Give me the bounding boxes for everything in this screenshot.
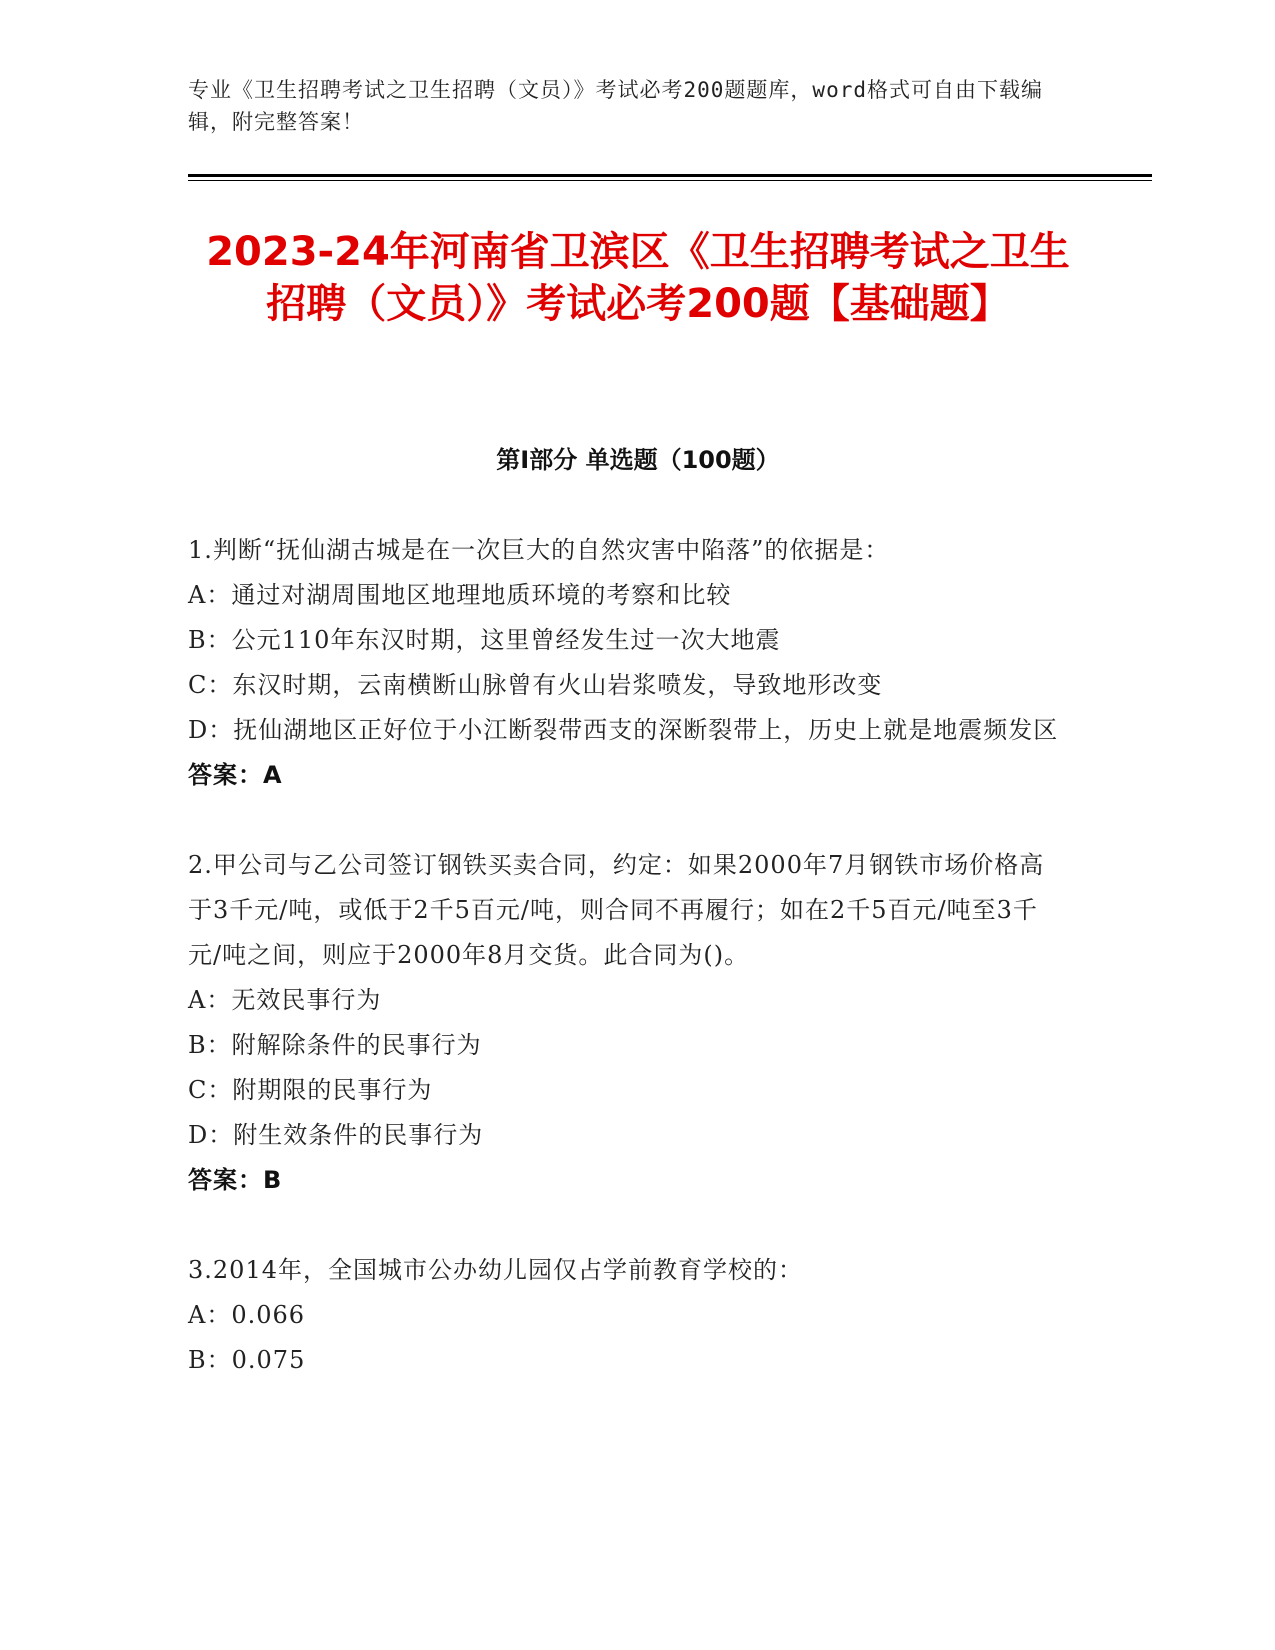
- option-c: C：附期限的民事行为: [188, 1076, 433, 1104]
- option-d: D：附生效条件的民事行为: [188, 1121, 484, 1149]
- question-list: [188, 528, 1068, 1383]
- option-c: C：东汉时期，云南横断山脉曾有火山岩浆喷发，导致地形改变: [188, 671, 883, 699]
- option-b: B：0.075: [188, 1346, 306, 1374]
- option-a: A：通过对湖周围地区地理地质环境的考察和比较: [188, 581, 732, 609]
- header-note: 专业《卫生招聘考试之卫生招聘（文员）》考试必考200题题库，word格式可自由下载编辑，附完整答案！: [188, 78, 1043, 134]
- option-b: B：附解除条件的民事行为: [188, 1031, 482, 1059]
- option-a: A：0.066: [188, 1301, 306, 1329]
- answer: 答案：A: [188, 761, 283, 789]
- answer: 答案：B: [188, 1166, 283, 1194]
- option-a: A：无效民事行为: [188, 986, 382, 1014]
- option-d: D：抚仙湖地区正好位于小江断裂带西支的深断裂带上，历史上就是地震频发区: [188, 716, 1059, 744]
- header-divider: [188, 174, 1152, 177]
- document-title: 2023-24年河南省卫滨区《卫生招聘考试之卫生招聘（文员）》考试必考200题【基础题】: [206, 229, 1070, 327]
- question-item: [188, 528, 1068, 798]
- question-stem: 3.2014年，全国城市公办幼儿园仅占学前教育学校的：: [188, 1256, 803, 1284]
- question-stem: 2.甲公司与乙公司签订钢铁买卖合同，约定：如果2000年7月钢铁市场价格高于3千元/吨，或低于2千5百元/吨，则合同不再履行；如在2千5百元/吨至3千元/吨之间，则应于2000年8月交货。此合同为()。: [188, 851, 1045, 969]
- question-stem: 1.判断“抚仙湖古城是在一次巨大的自然灾害中陷落”的依据是：: [188, 536, 890, 564]
- question-item: [188, 1248, 1068, 1383]
- header-divider-thin: [188, 180, 1152, 181]
- option-b: B：公元110年东汉时期，这里曾经发生过一次大地震: [188, 626, 781, 654]
- question-item: [188, 843, 1068, 1203]
- section-title: 第I部分 单选题（100题）: [496, 446, 780, 474]
